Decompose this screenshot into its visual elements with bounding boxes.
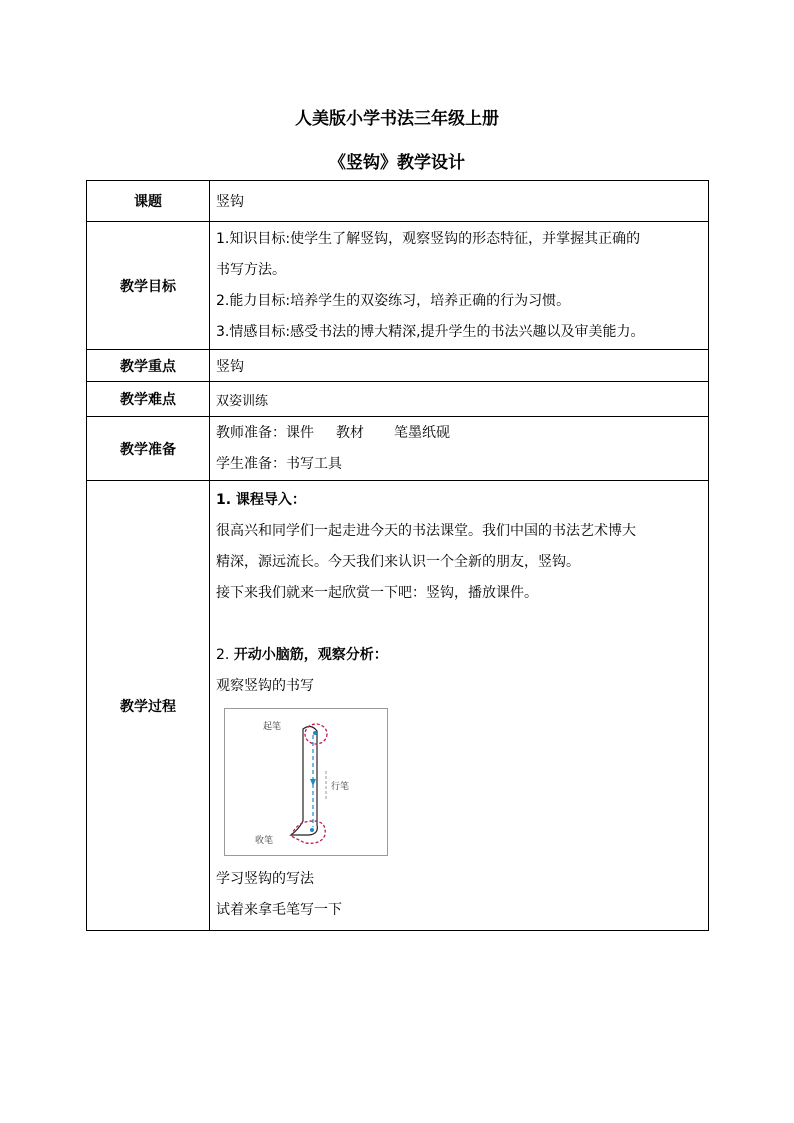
section1-heading: 1. 课程导入： bbox=[216, 492, 306, 508]
row-label-process: 教学过程 bbox=[87, 481, 210, 931]
row-label-goals: 教学目标 bbox=[87, 222, 210, 350]
start-dot bbox=[313, 731, 317, 735]
row-content-goals bbox=[210, 222, 709, 350]
student-preparation: 学生准备：书写工具 bbox=[216, 455, 342, 472]
goal-line-2: 书写方法。 bbox=[216, 261, 286, 278]
row-content-preparation bbox=[210, 417, 709, 481]
section2-heading-text: 开动小脑筋，观察分析： bbox=[233, 647, 388, 663]
table-row-topic bbox=[87, 181, 709, 222]
section2-heading bbox=[216, 640, 702, 671]
document-title: 人美版小学书法三年级上册 bbox=[295, 109, 499, 129]
vertical-hook-diagram bbox=[224, 708, 388, 856]
teacher-item-courseware: 教师准备：课件 bbox=[216, 424, 314, 441]
lesson-plan-table bbox=[86, 180, 709, 931]
after-line-1: 学习竖钩的写法 bbox=[216, 871, 314, 887]
section1-line-3: 接下来我们就来一起欣赏一下吧：竖钩，播放课件。 bbox=[216, 585, 538, 601]
teacher-item-brushes: 笔墨纸砚 bbox=[394, 424, 450, 441]
teacher-preparation bbox=[216, 418, 702, 449]
vertical-hook-stroke-svg bbox=[225, 709, 387, 855]
section1-line-1: 很高兴和同学们一起走进今天的书法课堂。我们中国的书法艺术博大 bbox=[216, 523, 636, 539]
after-line-2: 试着来拿毛笔写一下 bbox=[216, 902, 342, 918]
row-label-key-point: 教学重点 bbox=[87, 350, 210, 382]
end-dot bbox=[310, 828, 314, 832]
blank-line bbox=[216, 609, 702, 640]
row-label-topic: 课题 bbox=[87, 181, 210, 222]
table-row-goals bbox=[87, 222, 709, 350]
end-marker-circle bbox=[291, 821, 325, 843]
label-move-stroke: 行笔 bbox=[331, 782, 350, 792]
row-value-difficulty: 双姿训练 bbox=[210, 382, 709, 417]
section2-number: 2. bbox=[216, 647, 230, 663]
row-value-key-point: 竖钩 bbox=[210, 350, 709, 382]
row-label-preparation: 教学准备 bbox=[87, 417, 210, 481]
row-value-topic: 竖钩 bbox=[210, 181, 709, 222]
label-start-stroke: 起笔 bbox=[263, 722, 282, 732]
table-row-key-point bbox=[87, 350, 709, 382]
label-end-stroke: 收笔 bbox=[255, 836, 274, 846]
teacher-item-textbook: 教材 bbox=[336, 424, 364, 441]
row-content-process bbox=[210, 481, 709, 931]
observe-text: 观察竖钩的书写 bbox=[216, 678, 314, 694]
direction-arrow-icon bbox=[310, 779, 316, 786]
goal-line-1: 1.知识目标:使学生了解竖钩，观察竖钩的形态特征，并掌握其正确的 bbox=[216, 230, 641, 247]
table-row-process bbox=[87, 481, 709, 931]
table-row-preparation bbox=[87, 417, 709, 481]
section1-line-2: 精深，源远流长。今天我们来认识一个全新的朋友，竖钩。 bbox=[216, 554, 580, 570]
document-subtitle: 《竖钩》教学设计 bbox=[329, 153, 465, 173]
goal-line-3: 2.能力目标:培养学生的双姿练习，培养正确的行为习惯。 bbox=[216, 292, 571, 309]
goal-line-4: 3.情感目标:感受书法的博大精深,提升学生的书法兴趣以及审美能力。 bbox=[216, 323, 645, 340]
table-row-difficulty bbox=[87, 382, 709, 417]
row-label-difficulty: 教学难点 bbox=[87, 382, 210, 417]
